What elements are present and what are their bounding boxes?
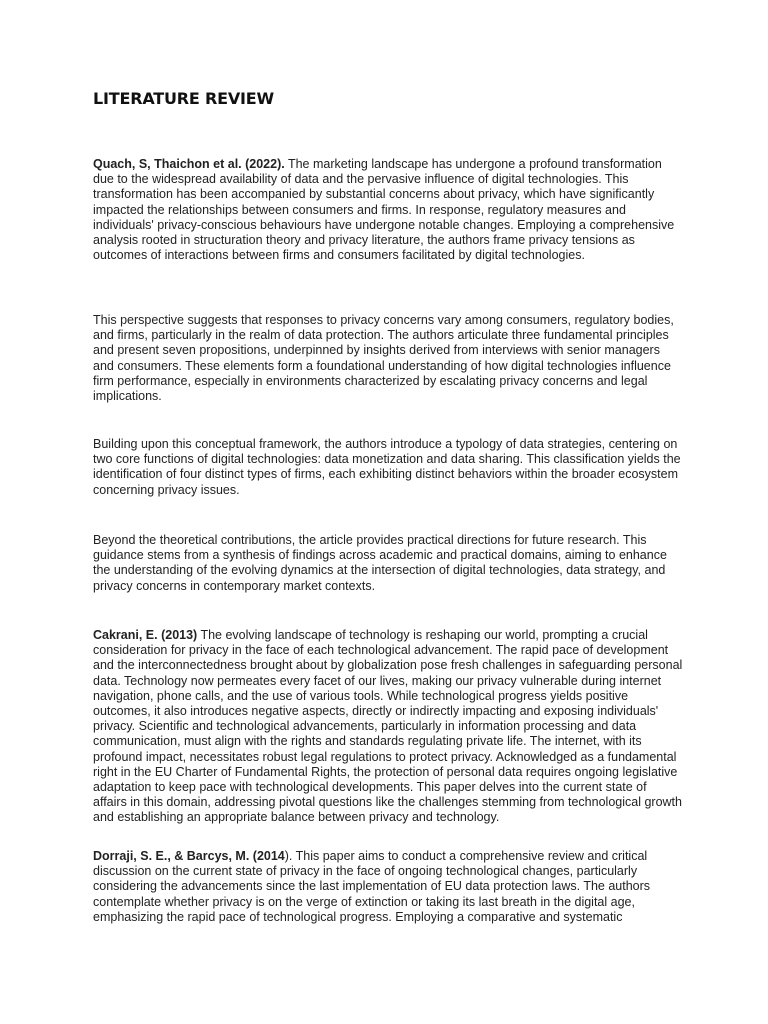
paragraph-text: ). This paper aims to conduct a comprehensive review and critical discussion on the current state of privacy in the face of ongoing technological changes, particularly considering the advancements since the last implementation of EU data protection laws. The authors contemplate whether privacy is on the verge of extinction or taking its last breath in the digital age, emphasizing the rapid pace of technological progress. Employing a comparative and systematic	[93, 849, 651, 924]
citation: Cakrani, E. (2013)	[93, 628, 198, 642]
document-page	[93, 0, 683, 1024]
review-paragraph-typology	[93, 437, 683, 498]
paragraph-text: The evolving landscape of technology is reshaping our world, prompting a crucial consideration for privacy in the face of each technological advancement. The rapid pace of development and the interconnectedness brought about by globalization pose fresh challenges in safeguarding personal data. Technology now permeates every facet of our lives, making our privacy vulnerable during internet navigation, phone calls, and the use of various tools. While technological progress yields positive outcomes, it also introduces negative aspects, directly or indirectly impacting and exposing individuals' privacy. Scientific and technological advancements, particularly in information processing and data communication, must align with the rights and standards regulating private life. The internet, with its profound impact, necessitates robust legal regulations to protect privacy. Acknowledged as a fundamental right in the EU Charter of Fundamental Rights, the protection of personal data requires ongoing legislative adaptation to keep pace with technological developments. This paper delves into the current state of affairs in this domain, addressing pivotal questions like the challenges stemming from technological growth and establishing an appropriate balance between privacy and technology.	[93, 628, 683, 825]
review-paragraph-perspective	[93, 313, 683, 404]
paragraph-text: The marketing landscape has undergone a profound transformation due to the widespread availability of data and the pervasive influence of digital technologies. This transformation has been accompanied by substantial concerns about privacy, which have significantly impacted the relationships between consumers and firms. In response, regulatory measures and individuals' privacy-conscious behaviours have undergone notable changes. Employing a comprehensive analysis rooted in structuration theory and privacy literature, the authors frame privacy tensions as outcomes of interactions between firms and consumers facilitated by digital technologies.	[93, 157, 675, 263]
review-paragraph-dorraji	[93, 849, 683, 925]
citation: Dorraji, S. E., & Barcys, M. (2014	[93, 849, 285, 863]
citation: Quach, S, Thaichon et al. (2022).	[93, 157, 285, 171]
review-paragraph-quach	[93, 157, 683, 263]
paragraph-text: Beyond the theoretical contributions, the article provides practical directions for future research. This guidance stems from a synthesis of findings across academic and practical domains, aiming to enhance the understanding of the evolving dynamics at the intersection of digital technologies, data strategy, and privacy concerns in contemporary market contexts.	[93, 533, 667, 593]
review-paragraph-cakrani	[93, 628, 683, 826]
review-paragraph-future-research	[93, 533, 683, 594]
document-title: LITERATURE REVIEW	[93, 89, 274, 108]
paragraph-text: Building upon this conceptual framework, the authors introduce a typology of data strategies, centering on two core functions of digital technologies: data monetization and data sharing. This classification yields the identification of four distinct types of firms, each exhibiting distinct behaviors within the broader ecosystem concerning privacy issues.	[93, 437, 681, 497]
paragraph-text: This perspective suggests that responses to privacy concerns vary among consumers, regulatory bodies, and firms, particularly in the realm of data protection. The authors articulate three fundamental principles and present seven propositions, underpinned by insights derived from interviews with senior managers and consumers. These elements form a foundational understanding of how digital technologies influence firm performance, especially in environments characterized by escalating privacy concerns and legal implications.	[93, 313, 674, 404]
